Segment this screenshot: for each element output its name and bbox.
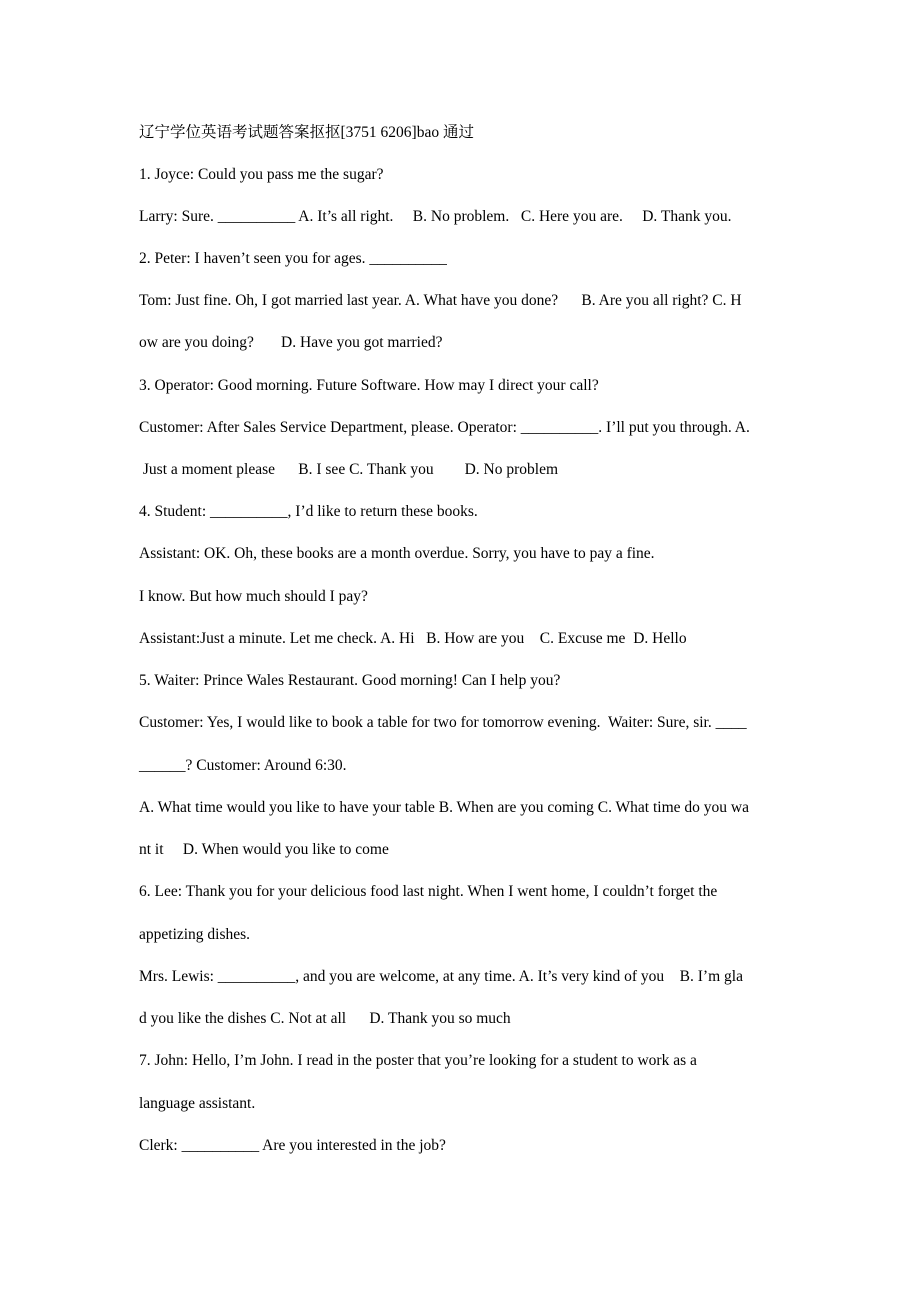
text-line-6: 3. Operator: Good morning. Future Software. How may I direct your call? [139, 377, 599, 394]
text-line-24: Clerk: __________ Are you interested in the job? [139, 1137, 446, 1154]
text-line-4: Tom: Just fine. Oh, I got married last year. A. What have you done? B. Are you all right? C. H [139, 292, 742, 309]
text-line-2: Larry: Sure. __________ A. It’s all right. B. No problem. C. Here you are. D. Thank you. [139, 208, 732, 225]
text-line-7: Customer: After Sales Service Department, please. Operator: __________. I’ll put you through. A. [139, 419, 750, 436]
text-line-10: Assistant: OK. Oh, these books are a month overdue. Sorry, you have to pay a fine. [139, 545, 655, 562]
document-title: 辽宁学位英语考试题答案抠抠[3751 6206]bao 通过 [139, 124, 474, 141]
text-line-1: 1. Joyce: Could you pass me the sugar? [139, 166, 384, 183]
text-line-18: 6. Lee: Thank you for your delicious food last night. When I went home, I couldn’t forget the [139, 883, 718, 900]
text-line-20: Mrs. Lewis: __________, and you are welcome, at any time. A. It’s very kind of you B. I’m gla [139, 968, 743, 985]
text-line-5: ow are you doing? D. Have you got married? [139, 334, 443, 351]
text-line-12: Assistant:Just a minute. Let me check. A. Hi B. How are you C. Excuse me D. Hello [139, 630, 687, 647]
text-line-19: appetizing dishes. [139, 926, 251, 943]
text-line-22: 7. John: Hello, I’m John. I read in the poster that you’re looking for a student to work as a [139, 1052, 697, 1069]
text-line-3: 2. Peter: I haven’t seen you for ages. __________ [139, 250, 447, 267]
text-line-15: ______? Customer: Around 6:30. [139, 757, 347, 774]
text-line-16: A. What time would you like to have your table B. When are you coming C. What time do you wa [139, 799, 749, 816]
text-line-11: I know. But how much should I pay? [139, 588, 368, 605]
text-line-21: d you like the dishes C. Not at all D. Thank you so much [139, 1010, 511, 1027]
text-line-17: nt it D. When would you like to come [139, 841, 389, 858]
text-line-23: language assistant. [139, 1095, 256, 1112]
text-line-9: 4. Student: __________, I’d like to return these books. [139, 503, 478, 520]
text-line-8: Just a moment please B. I see C. Thank you D. No problem [139, 461, 559, 478]
text-line-13: 5. Waiter: Prince Wales Restaurant. Good morning! Can I help you? [139, 672, 561, 689]
text-line-14: Customer: Yes, I would like to book a table for two for tomorrow evening. Waiter: Sure, sir. ____ [139, 714, 747, 731]
